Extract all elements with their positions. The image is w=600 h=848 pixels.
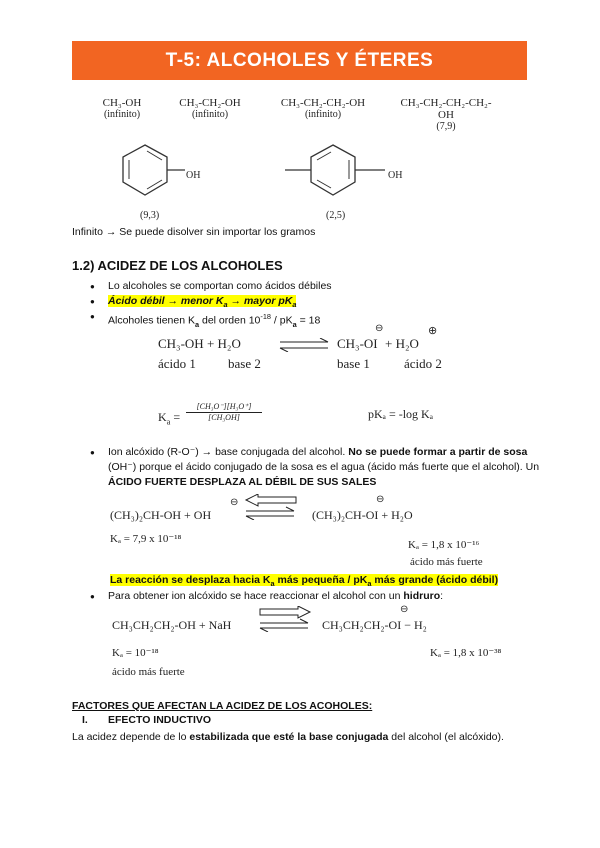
bullet-text: Ion alcóxido (R-O⁻) → base conjugada del alcohol. xyxy=(108,446,346,458)
eq1-right-a: CH₃-OI xyxy=(337,336,378,351)
bullet-text: Para obtener ion alcóxido se hace reaccionar el alcohol con un xyxy=(108,590,401,602)
minus-charge-icon: ⊖ xyxy=(375,323,384,334)
bullet-item: ● Para obtener ion alcóxido se hace reaccionar el alcohol con un hidruro: xyxy=(90,589,443,604)
oh-label: OH xyxy=(186,170,201,181)
eq3-left: CH₃CH₂CH₂-OH + NaH xyxy=(112,618,232,632)
eq1-left: CH₃-OH + H₂O xyxy=(158,336,241,351)
eq1-label: ácido 1 xyxy=(158,356,196,371)
eq2-ka-right: Kₐ = 1,8 x 10⁻¹⁶ xyxy=(408,539,480,551)
ka-fraction xyxy=(186,402,262,422)
shift-arrow-icon xyxy=(258,606,314,632)
eq1-label: base 2 xyxy=(228,356,261,371)
factor-number: I. xyxy=(82,714,88,726)
solubility-value: (infinito) xyxy=(103,109,141,120)
bullet-item xyxy=(90,279,332,294)
solubility-value: (infinito) xyxy=(191,109,229,120)
infinito-note: Infinito → Se puede disolver sin importar los gramos xyxy=(72,226,316,238)
molecule-butanol xyxy=(394,97,498,133)
minus-charge-icon: ⊖ xyxy=(376,494,385,505)
formula: CH₃-CH₂-OH xyxy=(179,97,241,109)
solubility-value: (infinito) xyxy=(304,109,342,120)
eq1-label: base 1 xyxy=(337,356,370,371)
plus-charge-icon: ⊕ xyxy=(428,325,438,337)
eq2-strong-label: ácido más fuerte xyxy=(410,556,483,568)
solubility-value: (7,9) xyxy=(436,121,456,132)
eq2-right: (CH₃)₂CH-OI + H₂O xyxy=(312,508,413,522)
ka-symbol: $K_a$ = xyxy=(158,410,181,427)
eq3-strong-label: ácido más fuerte xyxy=(112,666,185,678)
bullet-text: Alcoholes tienen K xyxy=(108,314,195,327)
eq3-ka-left: Kₐ = 10⁻¹⁸ xyxy=(112,647,159,659)
pka-expression: pKₐ = -log Kₐ xyxy=(368,407,433,421)
factor-heading: EFECTO INDUCTIVO xyxy=(108,714,212,726)
page-title: T-5: ALCOHOLES Y ÉTERES xyxy=(72,41,527,80)
molecule-ethanol xyxy=(178,97,242,121)
bullet-text: (OH⁻) porque el ácido conjugado de la sosa es el agua (ácido más fuerte que el alcohol). Un xyxy=(108,461,540,473)
minus-charge-icon: ⊖ xyxy=(230,497,239,508)
shift-arrow-icon xyxy=(244,494,300,520)
phenol-value: (9,3) xyxy=(140,210,160,221)
formula: CH₃-CH₂-CH₂-OH xyxy=(280,97,366,109)
formula: CH₃-OH xyxy=(102,97,142,109)
molecule-propanol xyxy=(278,97,368,121)
eq2-left: (CH₃)₂CH-OH + OH xyxy=(110,508,212,522)
bold-text: hidruro xyxy=(403,590,441,602)
ka-denominator: [CH₃OH] xyxy=(208,413,240,422)
molecule-methanol xyxy=(98,97,146,121)
bullet-item: ● Alcoholes tienen $K_a$ del orden $10^{-18} / pK_a = 18$ xyxy=(90,309,320,332)
eq2-ka-left: Kₐ = 7,9 x 10⁻¹⁸ xyxy=(110,533,182,545)
oh-label: OH xyxy=(388,170,403,181)
minus-charge-icon: ⊖ xyxy=(400,604,409,615)
final-paragraph: La acidez depende de lo estabilizada que esté la base conjugada del alcohol (el alcóxido). xyxy=(72,731,504,743)
equilibrium-arrow-icon xyxy=(278,338,330,352)
highlight-text: Ácido débil → menor $K_a$ → mayor $pK_a$ xyxy=(108,295,297,310)
eq3-right: CH₃CH₂CH₂-OI − H₂ xyxy=(322,618,427,632)
bold-text: No se puede formar a partir de sosa xyxy=(348,446,528,458)
cresol-value: (2,5) xyxy=(326,210,346,221)
eq1-right-b: + H₂O xyxy=(385,336,419,351)
bold-text: ÁCIDO FUERTE DESPLAZA AL DÉBIL DE SUS SALES xyxy=(108,476,377,488)
factores-heading: FACTORES QUE AFECTAN LA ACIDEZ DE LOS ACOHOLES: xyxy=(72,700,373,712)
bullet-item xyxy=(90,445,548,490)
ka-numerator: [CH₃O⁻][H₃O⁺] xyxy=(186,402,262,413)
bullet-text: Lo alcoholes se comportan como ácidos débiles xyxy=(108,280,332,292)
section-heading: 1.2) ACIDEZ DE LOS ALCOHOLES xyxy=(72,258,283,273)
eq3-ka-right: Kₐ = 1,8 x 10⁻³⁸ xyxy=(430,647,502,659)
eq1-label: ácido 2 xyxy=(404,356,442,371)
formula: CH₃-CH₂-CH₂-CH₂-OH xyxy=(400,97,492,121)
highlight-line: La reacción se desplaza hacia $K_a$ más pequeña / $pK_a$ más grande (ácido débil) xyxy=(110,574,499,589)
